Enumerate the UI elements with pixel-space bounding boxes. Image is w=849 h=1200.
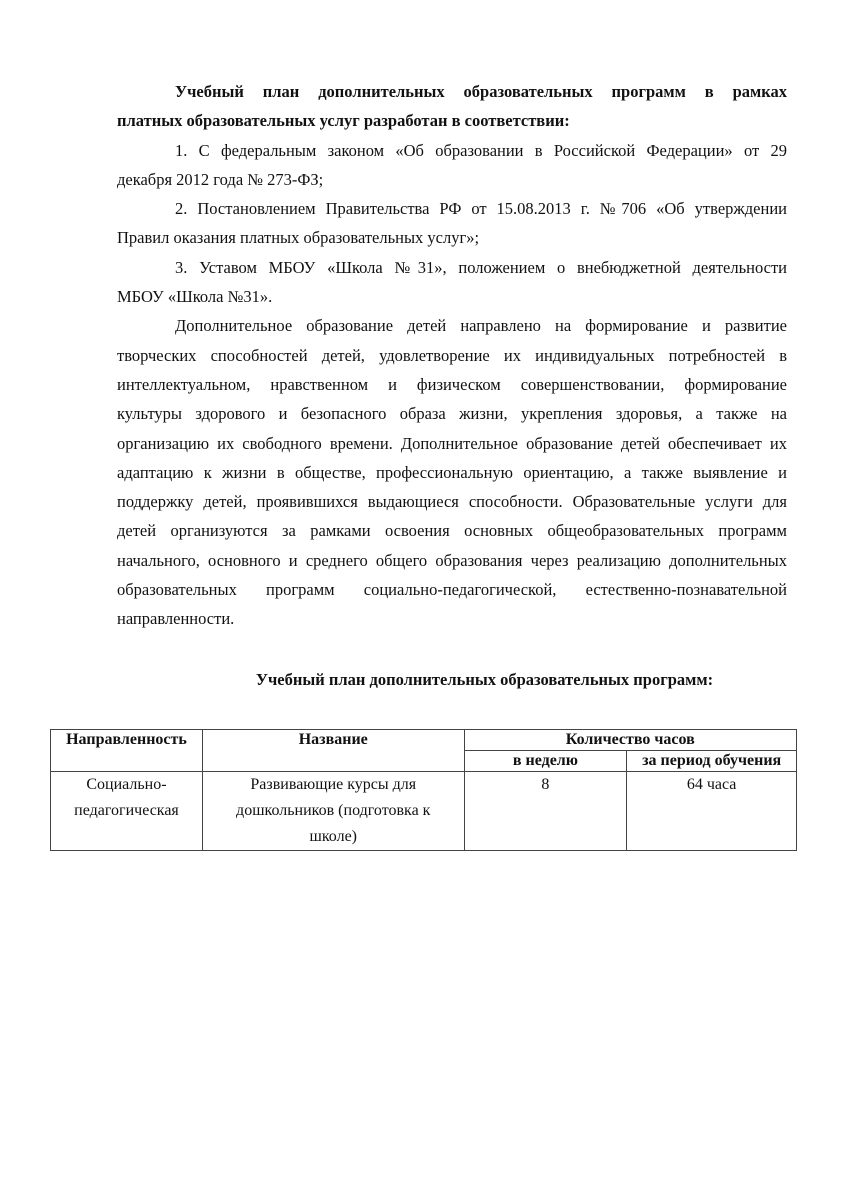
list-item-line: 3. Уставом МБОУ «Школа №31», положением о внебюджетной деятельности	[175, 257, 787, 277]
cell-direction: Социально-педагогическая	[51, 772, 203, 851]
cell-per-period: 64 часа	[627, 772, 797, 851]
cell-per-week: 8	[464, 772, 627, 851]
paragraph-line: интеллектуальном, нравственном и физическом совершенствовании, формирование	[117, 374, 787, 394]
header-per-week: в неделю	[464, 751, 627, 772]
paragraph-line: направленности.	[117, 609, 235, 629]
paragraph-line: образовательных программ социально-педагогической, естественно-познавательной	[117, 580, 787, 600]
paragraph-line: детей организуются за рамками освоения основных общеобразовательных программ	[117, 521, 787, 541]
list-item-line: 1. С федеральным законом «Об образовании в Российской Федерации» от 29	[175, 140, 787, 160]
list-item-line: декабря 2012 года № 273-ФЗ;	[117, 169, 324, 189]
intro-section	[117, 77, 787, 634]
paragraph-line: поддержку детей, проявившихся выдающиеся способности. Образовательные услуги для	[117, 492, 787, 512]
header-direction: Направленность	[51, 730, 203, 772]
list-item-line: Правил оказания платных образовательных услуг»;	[117, 228, 480, 248]
header-name: Название	[202, 730, 464, 772]
paragraph-line: Дополнительное образование детей направлено на формирование и развитие	[175, 316, 787, 336]
header-hours: Количество часов	[464, 730, 796, 751]
list-item-line: МБОУ «Школа №31».	[117, 287, 273, 307]
paragraph-line: культуры здорового и безопасного образа жизни, укрепления здоровья, а также на	[117, 404, 787, 424]
table-caption: Учебный план дополнительных образовательных программ:	[255, 670, 714, 689]
heading-line: платных образовательных услуг разработан в соответствии:	[117, 111, 570, 131]
paragraph-line: творческих способностей детей, удовлетворение их индивидуальных потребностей в	[117, 345, 787, 365]
paragraph-line: адаптацию к жизни в обществе, профессиональную ориентацию, а также выявление и	[117, 462, 787, 482]
header-per-period: за период обучения	[627, 751, 797, 772]
paragraph-line: организацию их свободного времени. Дополнительное образование детей обеспечивает их	[117, 433, 787, 453]
table-row	[51, 772, 797, 851]
cell-name: Развивающие курсы для дошкольников (подготовка к школе)	[202, 772, 464, 851]
paragraph-line: начального, основного и среднего общего образования через реализацию дополнительных	[117, 550, 787, 570]
curriculum-table	[50, 729, 797, 851]
heading-line: Учебный план дополнительных образовательных программ в рамках	[175, 82, 787, 101]
list-item-line: 2. Постановлением Правительства РФ от 15.08.2013 г. №706 «Об утверждении	[175, 199, 787, 219]
